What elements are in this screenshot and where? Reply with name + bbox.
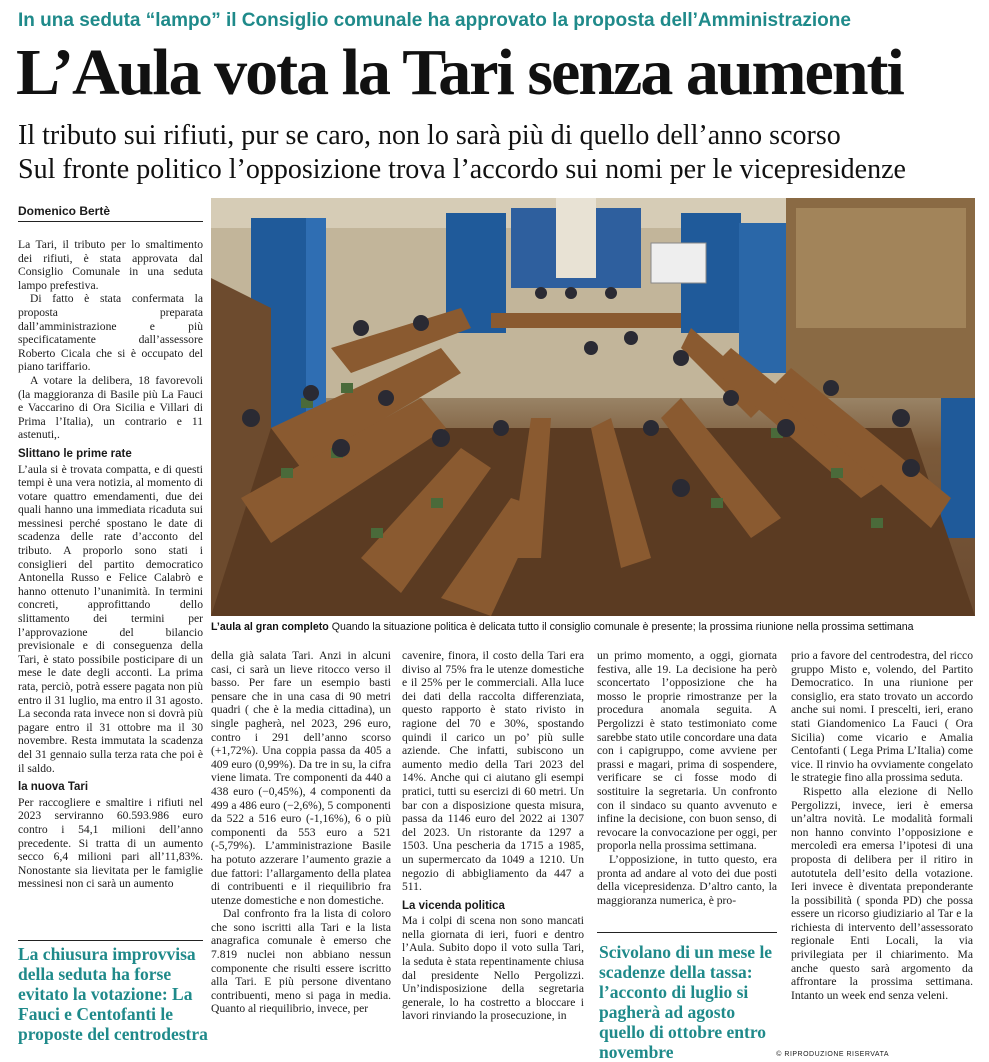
col2-paragraph-1: della già salata Tari. Anzi in alcuni casi, ci sarà un lieve ritocco verso il basso. Per fare un esempio basti pensare che in una casa di 90 metri quadri ( che è la media cittadina), un single pagherà, nel 2023, 296 euro, contro i 291 dell’anno scorso (+1,72%). Una coppia passa da 405 a 409 euro (0,99%). Da tre in su, la cifra viene limata. Tre componenti da 440 a 438 euro (−0,45%), 4 componenti da 499 a 486 euro (−2,6%), 5 componenti da 522 a 516 euro (-1,16%), 6 o più componenti da 553 euro a 521 (-5,79%). L’amministrazione Basile ha potuto azzerare l’aumento grazie a due fattori: l’allargamento della platea di contribuenti e il riequilibrio fra utenze domestiche e non domestiche. [211, 649, 391, 907]
col4-paragraph-1: un primo momento, a oggi, giornata festiva, alle 19. La decisione ha però sconcertato l’opposizione che ha mosso le proprie rimostranze per la procedura anomala seguita. A Pergolizzi è stato testimoniato come sarebbe stato utile concordare una data con i capigruppo, come avviene per prassi e magari, prima di sospendere, verificare se ci fosse modo di sostituire la segretaria. Un confronto con il sindaco su quanto avvenuto e infine la decisione, con buon senso, di revocare la convocazione per oggi, per proporla nella prossima settimana. [597, 649, 777, 853]
col1-heading-1: Slittano le prime rate [18, 447, 132, 460]
col1-paragraph-2: Di fatto è stata confermata la proposta preparata dall’amministrazione e più specificatamente dall’assessore Roberto Cicala che si è occupato del piano tariffario. [18, 292, 203, 374]
col3-heading-1: La vicenda politica [402, 899, 505, 912]
kicker: In una seduta “lampo” il Consiglio comunale ha approvato la proposta dell’Amministrazione [18, 10, 851, 31]
subtitle-line-1: Il tributo sui rifiuti, pur se caro, non lo sarà più di quello dell’anno scorso [18, 120, 841, 151]
byline: Domenico Bertè [18, 204, 111, 218]
column-4 [597, 649, 777, 917]
col1-heading-2: la nuova Tari [18, 781, 89, 794]
column-3 [402, 649, 584, 1049]
headline: L’Aula vota la Tari senza aumenti [16, 36, 903, 109]
col2-paragraph-2: Dal confronto fra la lista di coloro che sono iscritti alla Tari e la lista anagrafica comunale è emerso che 7.819 nuclei non abbiano nessun componente che risulti essere iscritto alla Tari. E più persone diventano contribuenti, meno si paga in media. Quanto al riequilibrio, invece, per [211, 907, 391, 1016]
caption-lead: L’aula al gran completo [211, 621, 329, 633]
col3-paragraph-1: cavenire, finora, il costo della Tari era diviso al 75% fra le utenze domestiche e il 25% per le commerciali. Alla luce dei dati della raccolta differenziata, questo rapporto è stato rivisto in ragione del 70 e 30%, spostando quindi il carico un po’ più sulle aziende. Che infatti, subiscono un aumento medio della Tari 2023 del 14%. Anche qui ci aiutano gli esempi pratici, tutti su esercizi di 60 metri. Un bar con a disposizione questa misura, passa da 1146 euro del 2022 ai 1307 del 2023. Un ristorante da 1297 a 1503. Una pescheria da 1715 a 1985, un supermercato da 1049 a 1210. Un negozio di abbigliamento da 447 a 511. [402, 649, 584, 894]
callout-rule-1 [18, 940, 203, 941]
column-1 [18, 238, 203, 933]
caption-text: Quando la situazione politica è delicata tutto il consiglio comunale è presente; la prossima riunione nella prossima settimana [331, 621, 914, 633]
col5-paragraph-2: Rispetto alla elezione di Nello Pergolizzi, invece, ieri è emersa un’altra novità. Le modalità formali non hanno convinto l’opposizione e mercoledì era emersa l’ipotesi di una proposta di delibera per il ritiro in autotutela dell’esito della votazione. Ieri invece è diventata preponderante la possibilità ( sponda PD) che possa essere un ricorso giudiziario al Tar e la richiesta di intervento dell’assessorato regionale Enti Locali, la via privilegiata per il chiarimento. Ma anche questo sarà argomento da affrontare la prossima settimana. Intanto un week end senza veleni. [791, 784, 973, 1002]
col1-paragraph-3: A votare la delibera, 18 favorevoli (la maggioranza di Basile più La Fauci e Vaccarino di Ora Sicilia e Villari di Prima l’Italia), un contrario e 11 astenuti,. [18, 373, 203, 442]
col1-paragraph-1: La Tari, il tributo per lo smaltimento dei rifiuti, è stata approvata dal Consiglio Comunale in una seduta lampo prefestiva. [18, 238, 203, 292]
col5-paragraph-1: prio a favore del centrodestra, del ricco gruppo Misto e, volendo, del Partito Democratico. In una riunione per consiglio, era stato trovato un accordo anche sui nomi. I prescelti, ieri, erano stati Giandomenico La Fauci ( Ora Sicilia) come vicario e Amalia Centofanti ( Lega Prima L’Italia) come vice. Il rinvio ha ovviamente congelato le strategie fino alla prossima seduta. [791, 649, 973, 785]
column-2 [211, 649, 391, 1049]
column-5 [791, 649, 973, 1039]
col3-paragraph-2: Ma i colpi di scena non sono mancati nella giornata di ieri, fuori e dentro l’Aula. Subito dopo il voto sulla Tari, la seduta è stata repentinamente chiusa dal presidente Nello Pergolizzi. Un’indisposizione della segretaria generale, lo ha costretto a bloccare i lavori rinviando la prosecuzione, in [402, 914, 584, 1023]
subtitle-line-2: Sul fronte politico l’opposizione trova l’accordo sui nomi per le vicepresidenze [18, 154, 906, 185]
col1-paragraph-4: L’aula si è trovata compatta, e di questi tempi è una vera notizia, al momento di votare quattro emendamenti, due dei quali hanno una immediata ricaduta sui messinesi perché spostano le date di scadenza delle rate d’acconto del tributo. A proporlo sono stati i consiglieri del partito democratico Antonella Russo e Felice Calabrò e hanno ottenuto l’unanimità. In termini concreti, approfittando dello slittamento dei termini per l’approvazione del bilancio previsionale e di conseguenza della Tari, è stato possibile posticipare di un mese le date degli acconti. La prima rata, perciò, potrà essere pagata non più entro il 31 luglio, ma entro il 31 agosto. La seconda rata invece non si dovrà più pagare entro il 31 ottobre ma il 30 novembre. Resta immutata la scadenza del 31 gennaio sulla terza rata che poi è il saldo. [18, 462, 203, 775]
callout-rule-2 [597, 932, 777, 933]
photo-caption [211, 621, 914, 633]
col4-paragraph-2: L’opposizione, in tutto questo, era pronta ad andare al voto dei due posti della vicepresidenza. D’altro canto, la maggioranza numerica, è pro- [597, 852, 777, 907]
callout-right: Scivolano di un mese le scadenze della tassa: l’acconto di luglio si pagherà ad agosto quello di ottobre entro novembre [599, 942, 773, 1062]
copyright-notice: © RIPRODUZIONE RISERVATA [776, 1051, 889, 1058]
byline-rule [18, 221, 203, 222]
callout-left: La chiusura improvvisa della seduta ha forse evitato la votazione: La Fauci e Centofanti le proposte del centrodestra [18, 944, 208, 1044]
col1-paragraph-5: Per raccogliere e smaltire i rifiuti nel 2023 serviranno 60.593.986 euro contro i 54,1 milioni dell’anno precedente. Si tratta di un aumento secco 6,4 milioni pari all’11,83%. Nonostante sia lievitata per le famiglie messinesi non ci sarà un aumento [18, 795, 203, 891]
council-chamber-photo [211, 198, 975, 616]
